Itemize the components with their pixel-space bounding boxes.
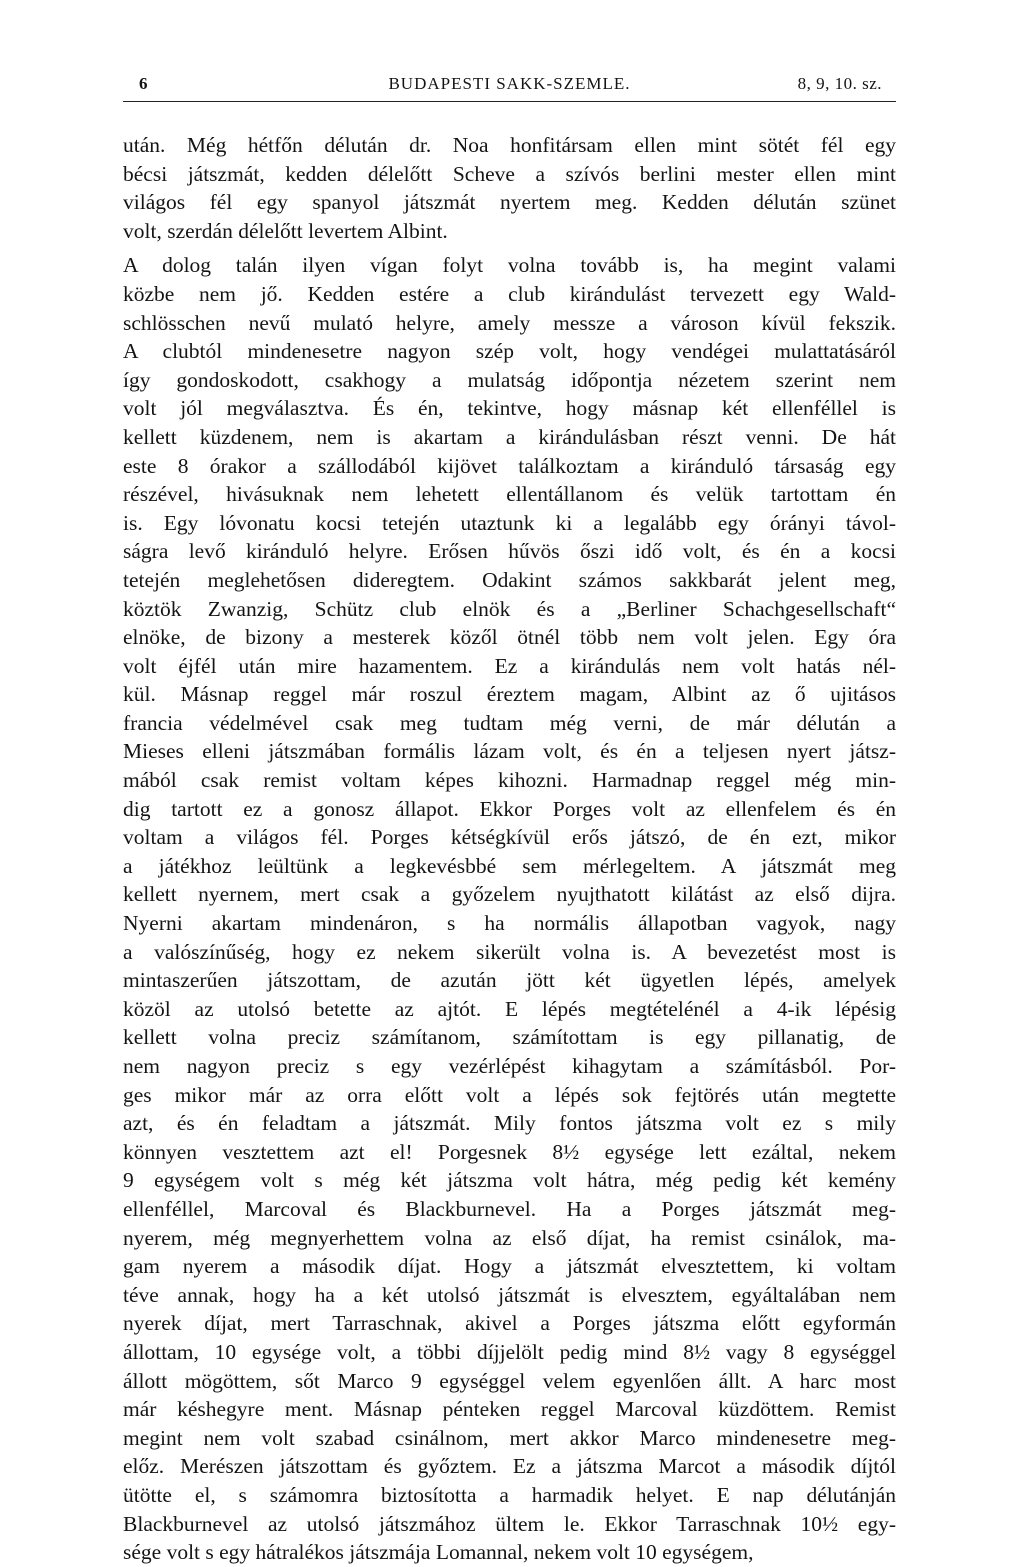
paragraph bbox=[123, 251, 896, 1566]
text-line: Blackburnevel az utolsó játszmához ültem le. Ekkor Tarraschnak 10½ egy- bbox=[123, 1511, 896, 1536]
text-line: világos fél egy spanyol játszmát nyertem meg. Kedden délután szünet bbox=[123, 190, 896, 215]
text-line: bécsi játszmát, kedden délelőtt Scheve a szívós berlini mester ellen mint bbox=[123, 161, 896, 186]
text-line: francia védelmével csak meg tudtam még verni, de már délután a bbox=[123, 710, 896, 735]
text-line: 9 egységem volt s még két játszma volt hátra, még pedig két kemény bbox=[123, 1168, 896, 1193]
text-line: ellenféllel, Marcoval és Blackburnevel. Ha a Porges játszmát meg- bbox=[123, 1196, 896, 1221]
text-line: nem nagyon preciz s egy vezérlépést kihagytam a számításból. Por- bbox=[123, 1054, 896, 1078]
text-line: ságra levő kiránduló helyre. Erősen hűvös őszi idő volt, és én a kocsi bbox=[123, 539, 896, 564]
text-line: előz. Merészen játszottam és győztem. Ez a játszma Marcot a második díjtól bbox=[123, 1454, 896, 1479]
text-line: elnöke, de bizony a mesterek közől ötnél több nem volt jelen. Egy óra bbox=[123, 625, 896, 650]
article-body bbox=[123, 131, 896, 1567]
text-line: közöl az utolsó betette az ajtót. E lépés megtételénél a 4-ik lépésig bbox=[123, 996, 896, 1021]
text-line: állottam, 10 egysége volt, a többi díjjelölt pedig mind 8½ vagy 8 egységgel bbox=[123, 1339, 896, 1364]
running-header bbox=[123, 74, 896, 100]
text-line: kellett volna preciz számítanom, számítottam is egy pillanatig, de bbox=[123, 1025, 896, 1050]
text-line: közbe nem jő. Kedden estére a club kirándulást tervezett egy Wald- bbox=[123, 281, 896, 306]
text-line: megint nem volt szabad csinálnom, mert akkor Marco mindenesetre meg- bbox=[123, 1425, 896, 1450]
text-line: téve annak, hogy ha a két utolsó játszmát is elvesztem, egyáltalában nem bbox=[123, 1282, 896, 1307]
text-line: már késhegyre ment. Másnap pénteken reggel Marcoval küzdöttem. Remist bbox=[123, 1397, 896, 1422]
text-line: nyerem, még megnyerhettem volna az első díjat, ha remist csinálok, ma- bbox=[123, 1225, 896, 1250]
text-line: sége volt s egy hátralékos játszmája Lomannal, nekem volt 10 egységem, bbox=[123, 1540, 754, 1565]
text-line: köztök Zwanzig, Schütz club elnök és a „Berliner Schachgesellschaft“ bbox=[123, 596, 896, 621]
text-line: este 8 órakor a szállodából kijövet találkoztam a kiránduló társaság egy bbox=[123, 453, 896, 478]
text-line: schlösschen nevű mulató helyre, amely messze a városon kívül fekszik. bbox=[123, 310, 896, 335]
text-line: A clubtól mindenesetre nagyon szép volt, hogy vendégei mulattatásáról bbox=[123, 339, 896, 364]
paragraph bbox=[123, 131, 896, 245]
text-line: tetején meglehetősen dideregtem. Odakint számos sakkbarát jelent meg, bbox=[123, 567, 896, 592]
text-line: Mieses elleni játszmában formális lázam volt, és én a teljesen nyert játsz- bbox=[123, 739, 896, 764]
header-rule bbox=[123, 101, 896, 102]
journal-title: BUDAPESTI SAKK-SZEMLE. bbox=[388, 74, 631, 93]
text-line: a játékhoz leültünk a legkevésbbé sem mérlegeltem. A játszmát meg bbox=[123, 853, 896, 878]
issue-number: 8, 9, 10. sz. bbox=[797, 74, 882, 93]
text-line: után. Még hétfőn délután dr. Noa honfitársam ellen mint sötét fél egy bbox=[123, 133, 896, 157]
text-line: kellett küzdenem, nem is akartam a kirándulásban részt venni. De hát bbox=[123, 424, 896, 449]
text-line: állott mögöttem, sőt Marco 9 egységgel velem egyenlően állt. A harc most bbox=[123, 1368, 896, 1393]
text-line: volt éjfél után mire hazamentem. Ez a kirándulás nem volt hatás nél- bbox=[123, 653, 896, 678]
text-line: részével, hivásuknak nem lehetett ellentállanom és velük tartottam én bbox=[123, 482, 896, 507]
text-line: ütötte el, s számomra biztosította a harmadik helyet. E nap délutánján bbox=[123, 1482, 896, 1507]
text-line: is. Egy lóvonatu kocsi tetején utaztunk ki a legalább egy órányi távol- bbox=[123, 510, 896, 535]
text-line: könnyen vesztettem azt el! Porgesnek 8½ egysége lett ezáltal, nekem bbox=[123, 1139, 896, 1164]
text-line: A dolog talán ilyen vígan folyt volna tovább is, ha megint valami bbox=[123, 253, 896, 278]
text-line: mintaszerűen játszottam, de azután jött két ügyetlen lépés, amelyek bbox=[123, 968, 896, 993]
text-line: gam nyerem a második díjat. Hogy a játszmát elvesztettem, ki voltam bbox=[123, 1254, 896, 1279]
text-line: így gondoskodott, csakhogy a mulatság időpontja nézetem szerint nem bbox=[123, 367, 896, 392]
text-line: volt jól megválasztva. És én, tekintve, hogy másnap két ellenféllel is bbox=[123, 396, 896, 421]
text-line: volt, szerdán délelőtt levertem Albint. bbox=[123, 218, 448, 243]
text-line: mából csak remist voltam képes kihozni. Harmadnap reggel még min- bbox=[123, 768, 896, 793]
text-line: dig tartott ez a gonosz állapot. Ekkor Porges volt az ellenfelem és én bbox=[123, 796, 896, 821]
text-line: Nyerni akartam mindenáron, s ha normális állapotban vagyok, nagy bbox=[123, 911, 896, 936]
text-line: azt, és én feladtam a játszmát. Mily fontos játszma volt ez s mily bbox=[123, 1111, 896, 1136]
text-line: kül. Másnap reggel már roszul éreztem magam, Albint az ő ujitásos bbox=[123, 682, 896, 707]
text-line: a valószínűség, hogy ez nekem sikerült volna is. A bevezetést most is bbox=[123, 939, 896, 964]
text-line: kellett nyernem, mert csak a győzelem nyujthatott kilátást az első dijra. bbox=[123, 882, 896, 907]
text-line: nyerek díjat, mert Tarraschnak, akivel a Porges játszma előtt egyformán bbox=[123, 1311, 896, 1336]
text-line: ges mikor már az orra előtt volt a lépés sok fejtörés után megtette bbox=[123, 1082, 896, 1107]
text-line: voltam a világos fél. Porges kétségkívül erős játszó, de én ezt, mikor bbox=[123, 825, 896, 850]
page-number: 6 bbox=[139, 74, 149, 93]
